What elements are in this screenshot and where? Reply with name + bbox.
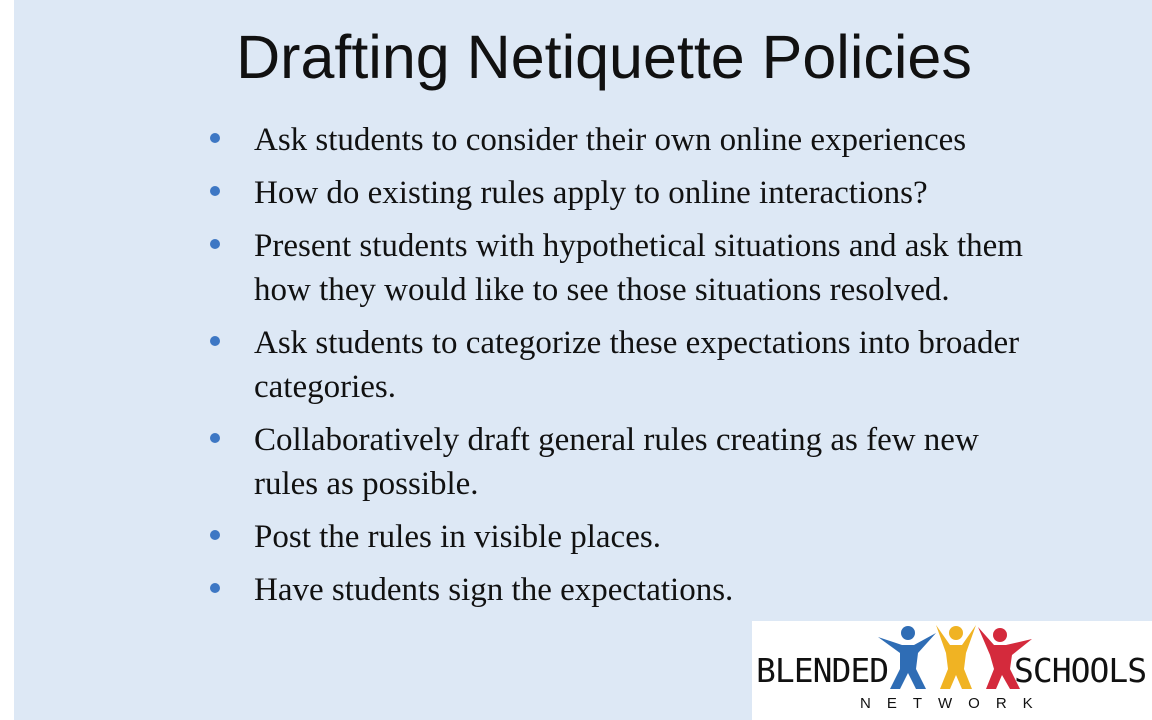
bullet-icon [210, 336, 220, 346]
slide-title: Drafting Netiquette Policies [236, 23, 972, 91]
bullet-item [204, 515, 1034, 559]
blended-schools-logo [752, 621, 1152, 720]
bullet-item [204, 418, 1034, 506]
bullet-icon [210, 133, 220, 143]
bullet-icon [210, 239, 220, 249]
bullet-item [204, 321, 1034, 409]
bullet-text: Present students with hypothetical situations and ask them how they would like to see those situations resolved. [254, 228, 1023, 308]
bullet-text: Collaboratively draft general rules creating as few new rules as possible. [254, 422, 979, 502]
logo-word-blended: BLENDED [756, 651, 889, 690]
bullet-list [204, 118, 1034, 621]
bullet-text: How do existing rules apply to online interactions? [254, 175, 928, 211]
bullet-text: Ask students to consider their own online experiences [254, 122, 967, 158]
bullet-item [204, 118, 1034, 162]
bullet-item [204, 224, 1034, 312]
bullet-icon [210, 186, 220, 196]
bullet-icon [210, 433, 220, 443]
slide [14, 0, 1152, 720]
bullet-text: Ask students to categorize these expectations into broader categories. [254, 325, 1020, 405]
logo-word-schools: SCHOOLS [1014, 651, 1147, 690]
bullet-text: Have students sign the expectations. [254, 572, 734, 608]
bullet-icon [210, 583, 220, 593]
bullet-item [204, 568, 1034, 612]
bullet-item [204, 171, 1034, 215]
bullet-text: Post the rules in visible places. [254, 519, 661, 555]
bullet-icon [210, 530, 220, 540]
yellow-person-icon [936, 625, 976, 689]
logo-word-network: NETWORK [860, 695, 1049, 712]
